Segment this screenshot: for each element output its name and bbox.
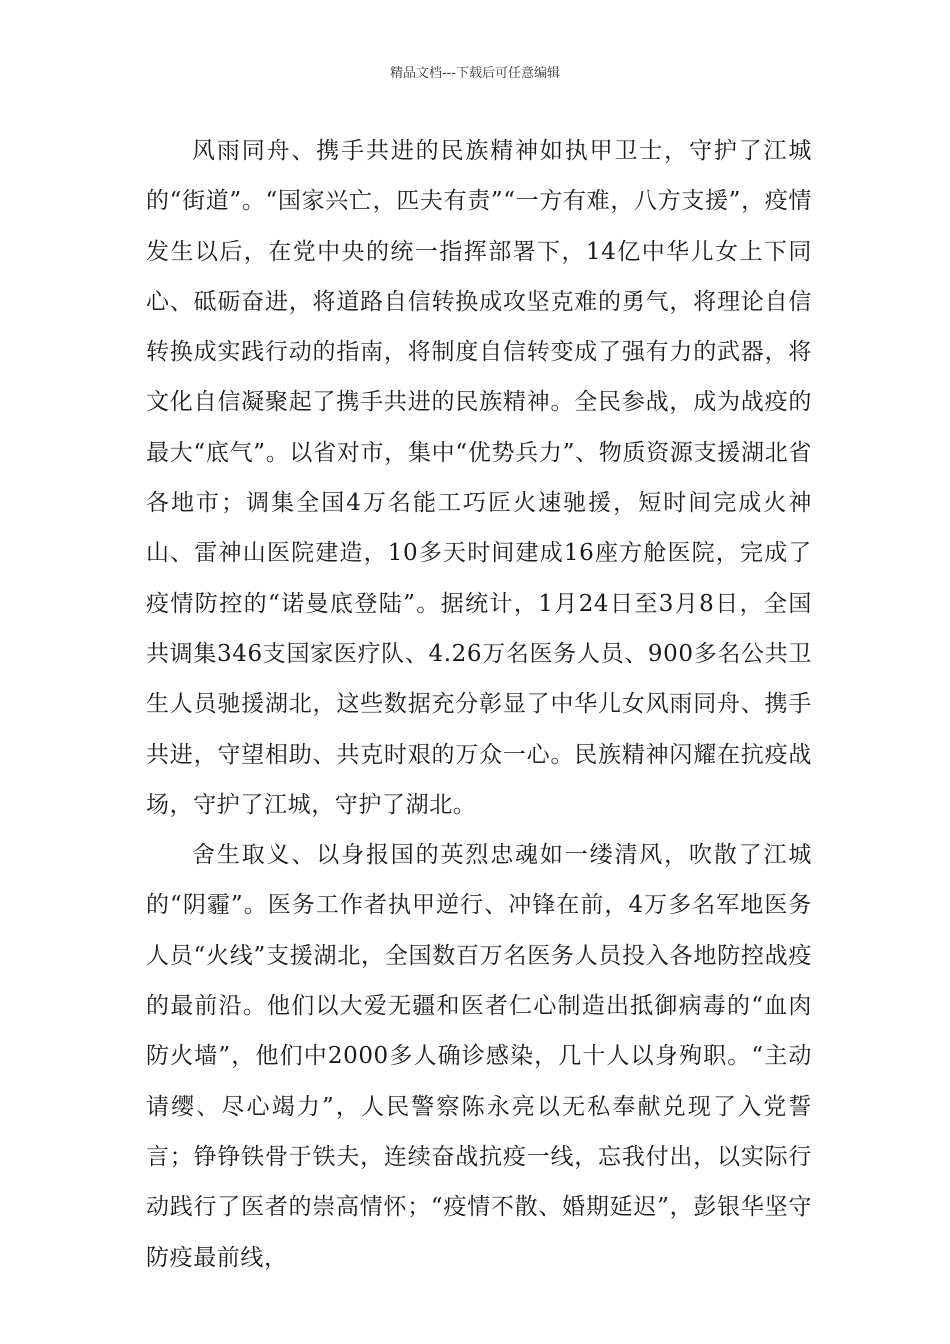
document-body <box>146 126 812 1283</box>
page-header: 精品文档---下载后可任意编辑 <box>389 66 561 81</box>
paragraph-1: 风雨同舟、携手共进的民族精神如执甲卫士，守护了江城的“街道”。“国家兴亡，匹夫有责”“一方有难，八方支援”，疫情发生以后，在党中央的统一指挥部署下，14亿中华儿女上下同心、砥砺奋进，将道路自信转换成攻坚克难的勇气，将理论自信转换成实践行动的指南，将制度自信转变成了强有力的武器，将文化自信凝聚起了携手共进的民族精神。全民参战，成为战疫的最大“底气”。以省对市，集中“优势兵力”、物质资源支援湖北省各地市；调集全国4万名能工巧匠火速驰援，短时间完成火神山、雷神山医院建造，10多天时间建成16座方舱医院，完成了疫情防控的“诺曼底登陆”。据统计，1月24日至3月8日，全国共调集346支国家医疗队、4.26万名医务人员、900多名公共卫生人员驰援湖北，这些数据充分彰显了中华儿女风雨同舟、携手共进，守望相助、共克时艰的万众一心。民族精神闪耀在抗疫战场，守护了江城，守护了湖北。 <box>146 138 812 818</box>
paragraph-2: 舍生取义、以身报国的英烈忠魂如一缕清风，吹散了江城的“阴霾”。医务工作者执甲逆行、冲锋在前，4万多名军地医务人员“火线”支援湖北，全国数百万名医务人员投入各地防控战疫的最前沿。他们以大爱无疆和医者仁心制造出抵御病毒的“血肉防火墙”，他们中2000多人确诊感染，几十人以身殉职。“主动请缨、尽心竭力”，人民警察陈永亮以无私奉献兑现了入党誓言；铮铮铁骨于铁夫，连续奋战抗疫一线，忘我付出，以实际行动践行了医者的崇高情怀；“疫情不散、婚期延迟”，彭银华坚守防疫最前线， <box>146 842 812 1271</box>
